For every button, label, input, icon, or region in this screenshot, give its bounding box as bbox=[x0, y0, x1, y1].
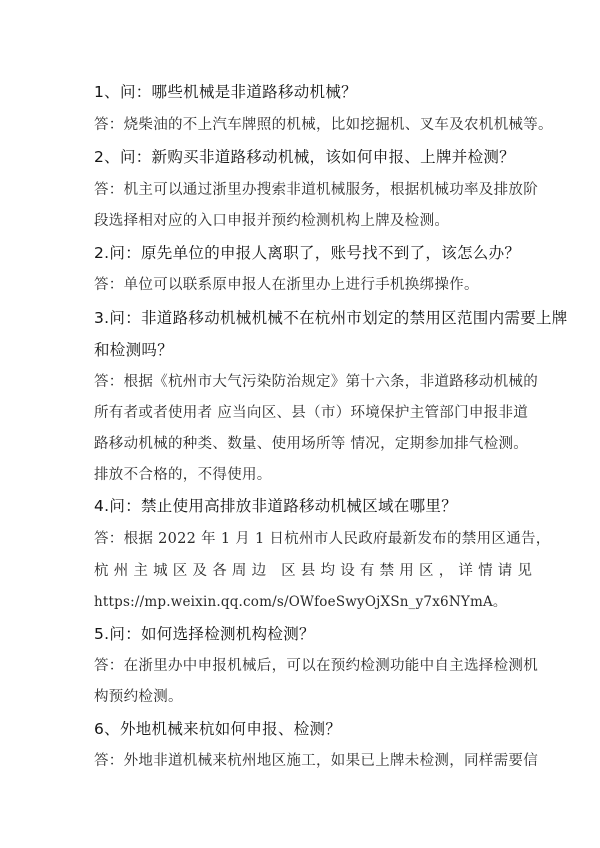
faq-answer-5-line-1: 答：根据 2022 年 1 月 1 日杭州市人民政府最新发布的禁用区通告， bbox=[94, 531, 551, 547]
faq-answer-2-line-1: 答：机主可以通过浙里办搜索非道机械服务，根据机械功率及排放阶 bbox=[94, 182, 538, 198]
faq-question-4-line-2: 和检测吗？ bbox=[94, 341, 174, 359]
faq-answer-5-link[interactable]: https://mp.weixin.qq.com/s/OWfoeSwyOjXSn_y7x6NYmA。 bbox=[94, 594, 507, 610]
faq-answer-6-line-1: 答：在浙里办中申报机械后，可以在预约检测功能中自主选择检测机 bbox=[94, 658, 538, 674]
faq-answer-7-line-1: 答：外地非道机械来杭州地区施工，如果已上牌未检测，同样需要信 bbox=[94, 753, 538, 769]
faq-answer-2-line-2: 段选择相对应的入口申报并预约检测机构上牌及检测。 bbox=[94, 213, 450, 229]
faq-answer-4-line-4: 排放不合格的，不得使用。 bbox=[94, 467, 272, 483]
faq-answer-5-line-2: 杭州主城区及各周边 区县均设有禁用区，详情请见 bbox=[94, 563, 538, 579]
faq-answer-1-line-1: 答：烧柴油的不上汽车牌照的机械，比如挖掘机、叉车及农机机械等。 bbox=[94, 117, 553, 133]
faq-question-3: 2.问：原先单位的申报人离职了，账号找不到了，该怎么办？ bbox=[94, 244, 521, 262]
faq-answer-4-line-3: 路移动机械的种类、数量、使用场所等 情况，定期参加排气检测。 bbox=[94, 436, 529, 452]
faq-question-2: 2、问：新购买非道路移动机械，该如何申报、上牌并检测？ bbox=[94, 148, 515, 166]
faq-answer-3-line-1: 答：单位可以联系原申报人在浙里办上进行手机换绑操作。 bbox=[94, 277, 479, 293]
faq-answer-6-line-2: 构预约检测。 bbox=[94, 689, 183, 705]
faq-question-6: 5.问：如何选择检测机构检测？ bbox=[94, 625, 315, 643]
faq-question-5: 4.问：禁止使用高排放非道路移动机械区域在哪里？ bbox=[94, 497, 457, 515]
faq-question-1: 1、问：哪些机械是非道路移动机械？ bbox=[94, 83, 357, 101]
faq-question-4-line-1: 3.问：非道路移动机械机械不在杭州市划定的禁用区范围内需要上牌 bbox=[94, 309, 568, 327]
faq-answer-4-line-1: 答：根据《杭州市大气污染防治规定》第十六条，非道路移动机械的 bbox=[94, 374, 538, 390]
faq-question-7: 6、外地机械来杭如何申报、检测？ bbox=[94, 720, 342, 738]
faq-answer-4-line-2: 所有者或者使用者 应当向区、县（市）环境保护主管部门申报非道 bbox=[94, 405, 529, 421]
